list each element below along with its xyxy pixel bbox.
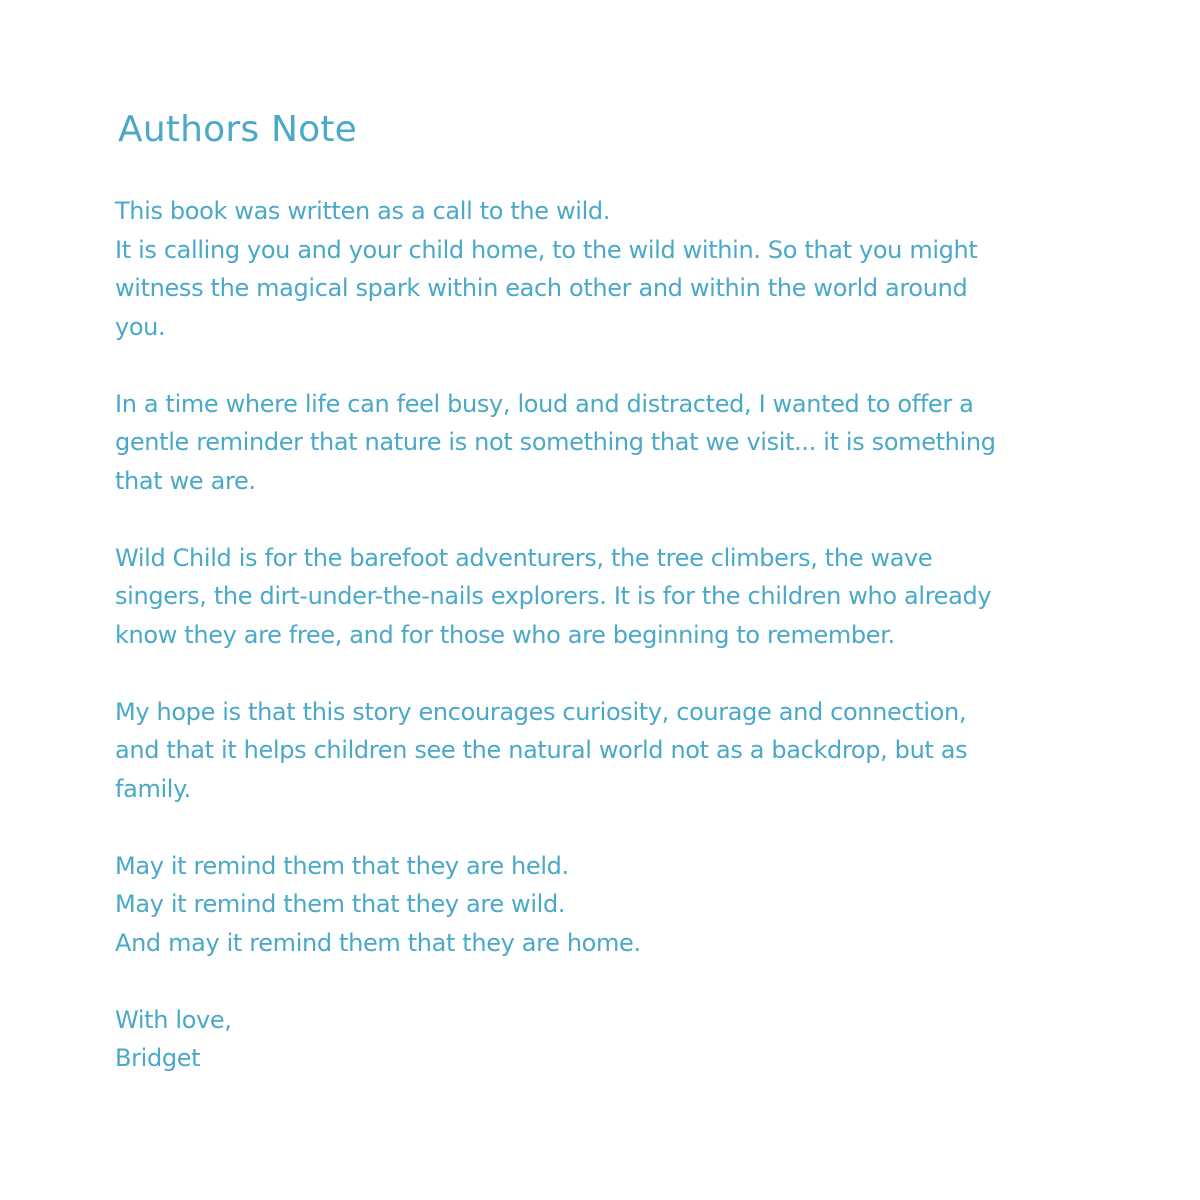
text-line: And may it remind them that they are home. <box>115 928 641 957</box>
paragraph-spacer <box>115 500 1115 539</box>
text-line: May it remind them that they are wild. <box>115 890 566 918</box>
text-line: know they are free, and for those who are beginning to remember. <box>115 620 895 649</box>
text-line: and that it helps children see the natural world not as a backdrop, but as <box>115 736 968 764</box>
paragraph <box>115 847 1115 963</box>
page-title: Authors Note <box>118 109 358 150</box>
note-body <box>115 192 1115 1078</box>
text-line: My hope is that this story encourages curiosity, courage and connection, <box>115 697 967 726</box>
author-name: Bridget <box>115 1044 201 1072</box>
text-line: you. <box>115 312 166 341</box>
paragraph-spacer <box>115 654 1115 693</box>
paragraph <box>115 693 1115 809</box>
paragraph-spacer <box>115 808 1115 847</box>
text-line: witness the magical spark within each other and within the world around <box>115 274 968 302</box>
text-line: singers, the dirt-under-the-nails explorers. It is for the children who already <box>115 582 992 610</box>
signature-block <box>115 1001 1115 1078</box>
paragraph-spacer <box>115 962 1115 1001</box>
signoff-line: With love, <box>115 1005 232 1034</box>
text-line: gentle reminder that nature is not something that we visit... it is something <box>115 428 996 456</box>
paragraph <box>115 385 1115 501</box>
text-line: May it remind them that they are held. <box>115 851 569 880</box>
paragraph <box>115 539 1115 655</box>
paragraph-spacer <box>115 346 1115 385</box>
text-line: This book was written as a call to the wild. <box>115 197 611 225</box>
text-line: that we are. <box>115 466 256 495</box>
text-line: In a time where life can feel busy, loud and distracted, I wanted to offer a <box>115 389 974 418</box>
text-line: It is calling you and your child home, to the wild within. So that you might <box>115 235 978 264</box>
paragraph <box>115 192 1115 346</box>
text-line: Wild Child is for the barefoot adventurers, the tree climbers, the wave <box>115 543 933 572</box>
text-line: family. <box>115 774 191 803</box>
